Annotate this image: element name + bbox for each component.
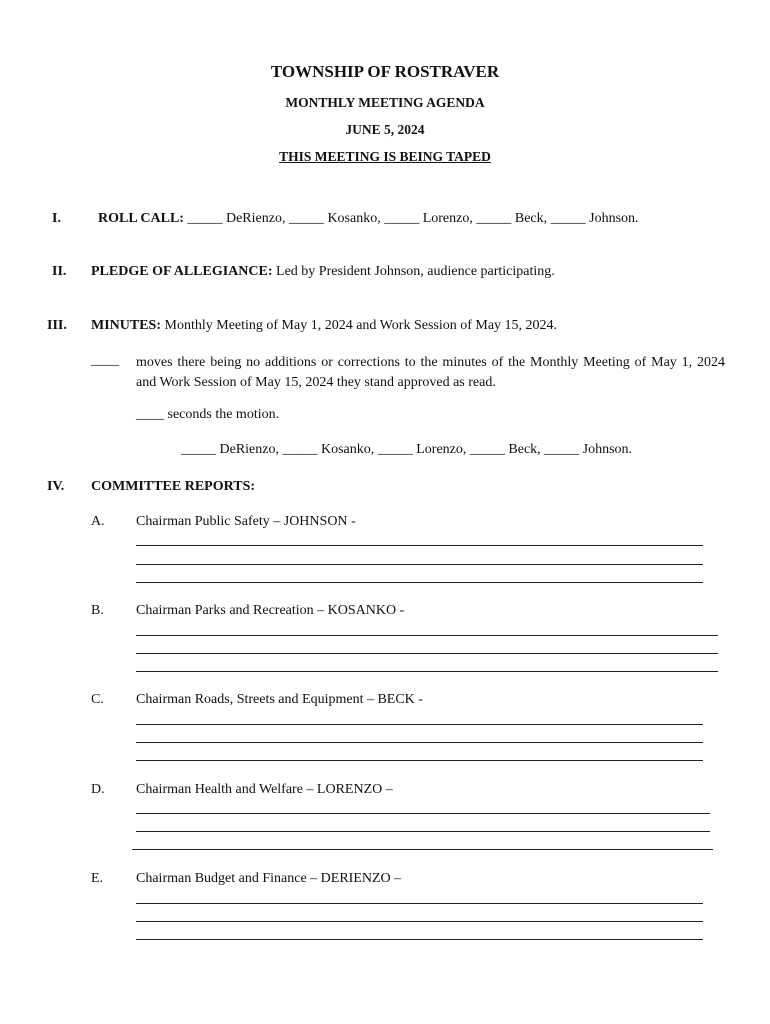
writing-line xyxy=(136,760,703,761)
committee-reports-label: COMMITTEE REPORTS: xyxy=(91,479,256,494)
pledge-label: PLEDGE OF ALLEGIANCE: xyxy=(91,264,273,279)
writing-line xyxy=(136,671,718,672)
writing-line xyxy=(136,831,710,832)
mover-blank: ____ xyxy=(91,353,119,368)
minutes-label: MINUTES: xyxy=(91,318,162,333)
pledge-text: Led by President Johnson, audience participating. xyxy=(276,264,555,279)
second-text: ____ seconds the motion. xyxy=(136,407,280,422)
committee-budget-finance: Chairman Budget and Finance – DERIENZO – xyxy=(136,871,402,886)
writing-line xyxy=(136,813,710,814)
section-numeral-ii: II. xyxy=(52,264,67,279)
writing-line xyxy=(136,939,703,940)
committee-public-safety: Chairman Public Safety – JOHNSON - xyxy=(136,514,356,529)
page-title: TOWNSHIP OF ROSTRAVER xyxy=(270,62,500,81)
committee-parks-recreation: Chairman Parks and Recreation – KOSANKO - xyxy=(136,603,405,618)
writing-line xyxy=(136,903,703,904)
section-numeral-iv: IV. xyxy=(47,479,65,494)
writing-line xyxy=(136,582,703,583)
committee-letter-a: A. xyxy=(91,514,105,529)
minutes-text: Monthly Meeting of May 1, 2024 and Work Session of May 15, 2024. xyxy=(164,318,558,333)
writing-line xyxy=(132,849,713,850)
committee-roads-streets: Chairman Roads, Streets and Equipment – BECK - xyxy=(136,692,423,707)
motion-text: moves there being no additions or corrections to the minutes of the Monthly Meeting of May 1, 2024 and Work Session of May 15, 2024 they stand approved as read. xyxy=(136,355,725,390)
meeting-date: JUNE 5, 2024 xyxy=(345,122,425,137)
section-numeral-i: I. xyxy=(52,211,61,226)
committee-letter-d: D. xyxy=(91,782,105,797)
writing-line xyxy=(136,921,703,922)
roll-call-line xyxy=(98,211,639,227)
section-numeral-iii: III. xyxy=(47,318,67,333)
writing-line xyxy=(136,653,718,654)
writing-line xyxy=(136,635,718,636)
roll-call-names: _____ DeRienzo, _____ Kosanko, _____ Lorenzo, _____ Beck, _____ Johnson. xyxy=(187,211,639,226)
committee-letter-b: B. xyxy=(91,603,104,618)
writing-line xyxy=(136,724,703,725)
taping-notice: THIS MEETING IS BEING TAPED xyxy=(279,149,491,164)
writing-line xyxy=(136,564,703,565)
writing-line xyxy=(136,742,703,743)
roll-call-label: ROLL CALL: xyxy=(98,211,184,226)
minutes-line xyxy=(91,318,557,334)
agenda-subtitle: MONTHLY MEETING AGENDA xyxy=(285,95,485,110)
committee-health-welfare: Chairman Health and Welfare – LORENZO – xyxy=(136,782,393,797)
committee-letter-e: E. xyxy=(91,871,104,886)
pledge-line xyxy=(91,264,555,280)
vote-line: _____ DeRienzo, _____ Kosanko, _____ Lorenzo, _____ Beck, _____ Johnson. xyxy=(181,442,633,457)
committee-letter-c: C. xyxy=(91,692,104,707)
writing-line xyxy=(136,545,703,546)
